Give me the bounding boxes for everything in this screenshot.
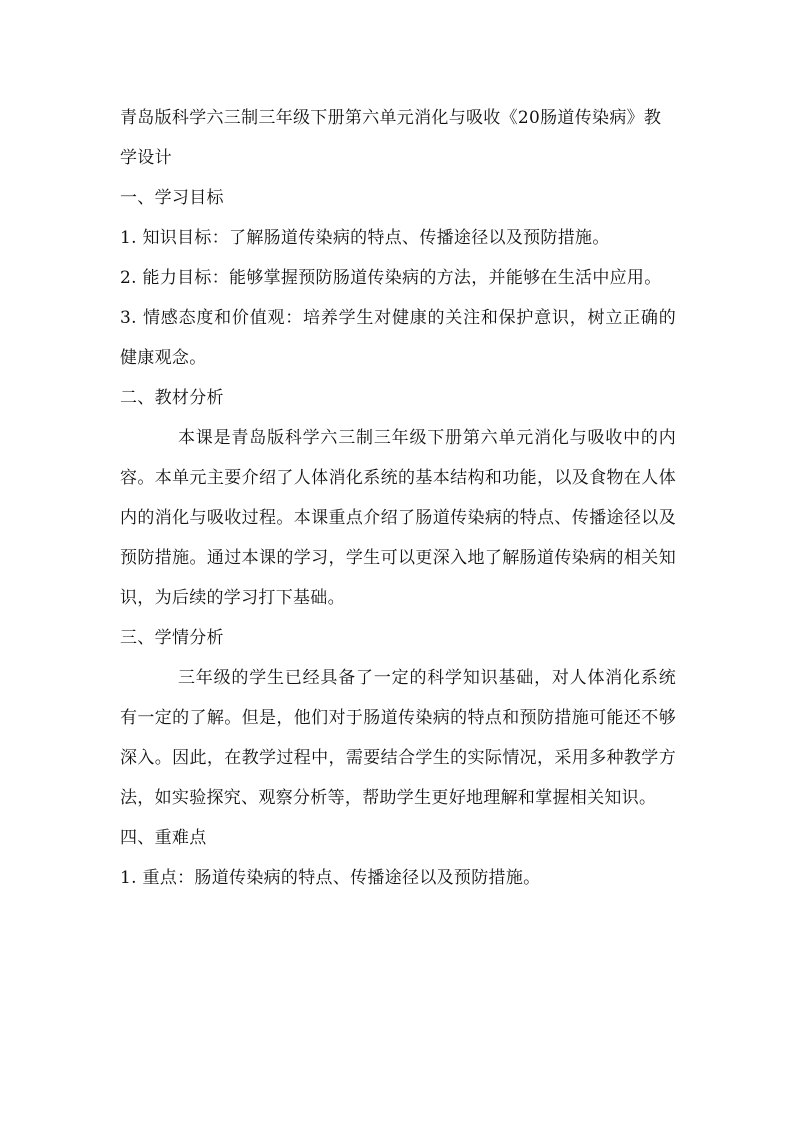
- section-heading-key-points: 四、重难点: [120, 828, 207, 848]
- objective-item-attitude: 3. 情感态度和价值观：培养学生对健康的关注和保护意识，树立正确的健康观念。: [120, 308, 676, 368]
- section-heading-material: 二、教材分析: [120, 388, 224, 408]
- document-body: [120, 98, 676, 898]
- objective-item-knowledge: 1. 知识目标：了解肠道传染病的特点、传播途径以及预防措施。: [120, 228, 610, 248]
- section-heading-objectives: 一、学习目标: [120, 188, 224, 208]
- material-analysis-paragraph: 本课是青岛版科学六三制三年级下册第六单元消化与吸收中的内容。本单元主要介绍了人体消化系统的基本结构和功能，以及食物在人体内的消化与吸收过程。本课重点介绍了肠道传染病的特点、传播途径以及预防措施。通过本课的学习，学生可以更深入地了解肠道传染病的相关知识，为后续的学习打下基础。: [120, 428, 676, 608]
- student-analysis-paragraph: 三年级的学生已经具备了一定的科学知识基础，对人体消化系统有一定的了解。但是，他们对于肠道传染病的特点和预防措施可能还不够深入。因此，在教学过程中，需要结合学生的实际情况，采用多种教学方法，如实验探究、观察分析等，帮助学生更好地理解和掌握相关知识。: [120, 668, 676, 808]
- objective-item-ability: 2. 能力目标：能够掌握预防肠道传染病的方法，并能够在生活中应用。: [120, 268, 662, 288]
- section-heading-students: 三、学情分析: [120, 628, 224, 648]
- key-point-item: 1. 重点：肠道传染病的特点、传播途径以及预防措施。: [120, 868, 541, 888]
- document-title: 青岛版科学六三制三年级下册第六单元消化与吸收《20肠道传染病》教学设计: [120, 108, 662, 168]
